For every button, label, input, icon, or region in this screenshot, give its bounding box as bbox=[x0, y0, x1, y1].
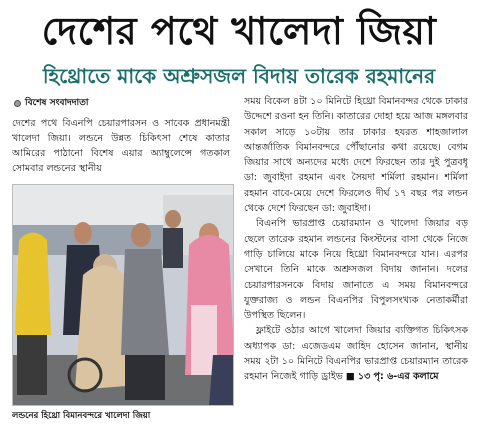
airport-photo-illustration bbox=[13, 185, 234, 406]
body-paragraph: বিএনপি ভারপ্রাপ্ত চেয়ারম্যান ও খালেদা জিয়ার বড় ছেলে তারেক রহমান লন্ডনের কিংস্টনের বাসা থেকে নিজে গাড়ি চালিয়ে মাকে নিয়ে হিথ্রো বিমানবন্দরে যান। এরপর সেখানে তিনি মাকে অশ্রুসজল বিদায় জানান। দলের চেয়ারপারসনকে বিদায় জানাতে এ সময় বিমানবন্দরে যুক্তরাজ্য ও লন্ডন বিএনপির বিপুলসংখ্যক নেতাকর্মীরা উপস্থিত ছিলেন। bbox=[244, 218, 468, 322]
right-column bbox=[244, 94, 468, 434]
lead-paragraph: দেশের পথে বিএনপি চেয়ারপারসন ও সাবেক প্রধানমন্ত্রী খালেদা জিয়া। লন্ডনে উন্নত চিকিৎসা শেষে কাতার আমিরের পাঠানো বিশেষ এয়ার অ্যাম্বুলেন্সে গতকাল সোমবার লন্ডনের স্থানীয় bbox=[12, 118, 230, 174]
bullet-icon bbox=[14, 100, 21, 107]
byline bbox=[14, 96, 89, 110]
body-paragraph-text: ফ্লাইটে ওঠার আগে খালেদা জিয়ার ব্যক্তিগত চিকিৎসক অধ্যাপক ডা: এজেডএম জাহিদ হোসেন জানান, স্থানীয় সময় ২টা ১০ মিনিটে বিএনপির ভারপ্রাপ্ত চেয়ারম্যান তারেক রহমান নিজেই গাড়ি ড্রাইভ bbox=[244, 325, 468, 383]
continued-on-link[interactable]: ১৩ পৃ: ৬-এর কলামে bbox=[357, 371, 439, 383]
subheadline: হিথ্রোতে মাকে অশ্রুসজল বিদায় তারেক রহমানের bbox=[42, 64, 436, 88]
byline-text: বিশেষ সংবাদদাতা bbox=[25, 98, 89, 108]
headline: দেশের পথে খালেদা জিয়া bbox=[41, 9, 437, 53]
news-photo bbox=[12, 184, 234, 406]
photo-caption: লন্ডনের হিথ্রো বিমানবন্দরে খালেদা জিয়া bbox=[12, 411, 151, 421]
body-paragraph bbox=[244, 323, 468, 384]
jump-marker-icon: ■ bbox=[345, 371, 355, 383]
body-paragraph: সময় বিকেল ৪টা ১০ মিনিটে হিথ্রো বিমানবন্দর থেকে ঢাকার উদ্দেশে রওনা হন তিনি। কাতারের দোহা হয়ে আজ মঙ্গলবার সকাল সাড়ে ১০টায় তার ঢাকার হযরত শাহজালাল আন্তর্জাতিক বিমানবন্দরে পৌঁছানোর কথা রয়েছে। বেগম জিয়ার সাথে অন্যদের মধ্যে দেশে ফিরছেন তার দুই পুত্রবধূ ডা: জুবাইদা রহমান এবং সৈয়দা শর্মিলা রহমান। শর্মিলা রহমান বাবে-মেয়ে দেশে ফিরলেও দীর্ঘ ১৭ বছর পর লন্ডন থেকে দেশে ফিরছেন ডা: জুবাইদা। bbox=[244, 96, 468, 215]
